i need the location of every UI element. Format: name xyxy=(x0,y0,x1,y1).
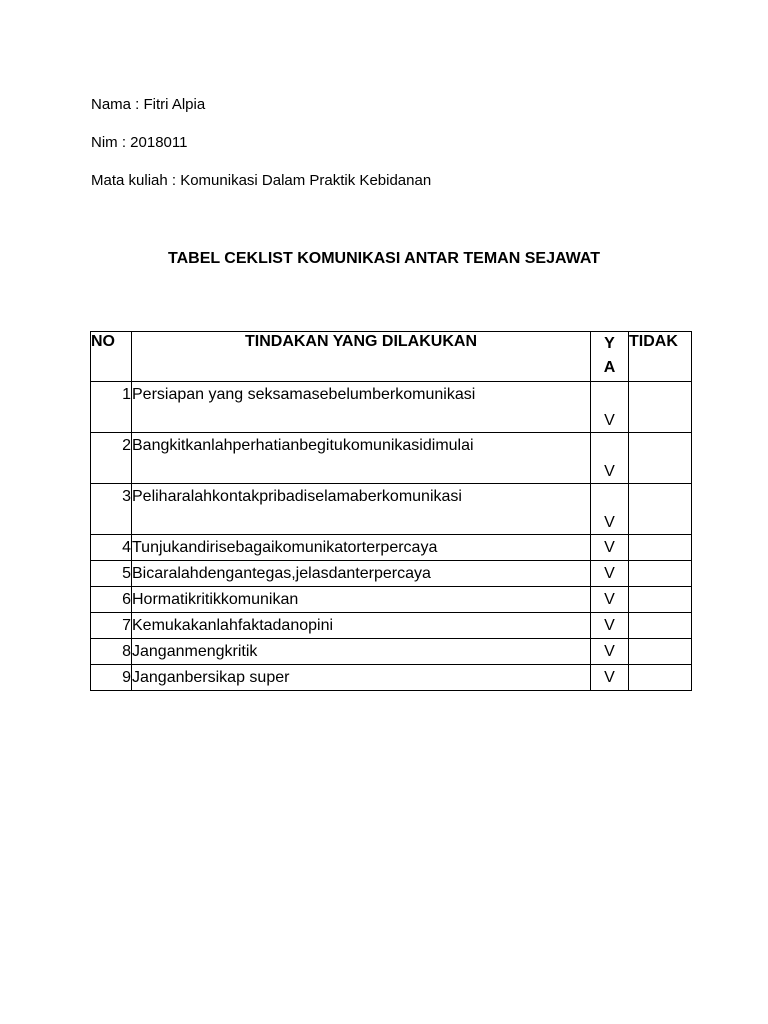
ya-checkmark: V xyxy=(591,561,629,587)
ya-checkmark: V xyxy=(591,535,629,561)
ya-checkmark: V xyxy=(591,639,629,665)
ya-checkmark: V xyxy=(591,613,629,639)
tidak-cell xyxy=(629,613,692,639)
row-number: 1 xyxy=(91,382,132,433)
row-number: 7 xyxy=(91,613,132,639)
student-name: Nama : Fitri Alpia xyxy=(91,96,206,113)
tidak-cell xyxy=(629,561,692,587)
tidak-cell xyxy=(629,639,692,665)
course-name: Mata kuliah : Komunikasi Dalam Praktik Kebidanan xyxy=(91,172,432,189)
document-title: TABEL CEKLIST KOMUNIKASI ANTAR TEMAN SEJAWAT xyxy=(168,250,600,267)
column-header-ya xyxy=(591,332,629,382)
table-row xyxy=(91,484,692,535)
ya-header-part: A xyxy=(603,359,616,376)
table-row xyxy=(91,382,692,433)
ya-checkmark: V xyxy=(591,382,629,433)
tidak-cell xyxy=(629,665,692,691)
row-number: 8 xyxy=(91,639,132,665)
row-number: 5 xyxy=(91,561,132,587)
ya-checkmark: V xyxy=(591,484,629,535)
table-row xyxy=(91,587,692,613)
ya-checkmark: V xyxy=(591,587,629,613)
row-action: Persiapan yang seksamasebelumberkomunikasi xyxy=(132,382,591,433)
tidak-cell xyxy=(629,484,692,535)
table-row xyxy=(91,665,692,691)
row-action: Tunjukandirisebagaikomunikatorterpercaya xyxy=(132,535,591,561)
row-action: Janganbersikap super xyxy=(132,665,591,691)
column-header-action: TINDAKAN YANG DILAKUKAN xyxy=(132,332,591,382)
tidak-cell xyxy=(629,535,692,561)
table-row xyxy=(91,535,692,561)
column-header-no: NO xyxy=(91,332,132,382)
row-action: Bicaralahdengantegas,jelasdanterpercaya xyxy=(132,561,591,587)
row-action: Bangkitkanlahperhatianbegitukomunikasidimulai xyxy=(132,433,591,484)
row-number: 2 xyxy=(91,433,132,484)
table-header-row xyxy=(91,332,692,382)
table-row xyxy=(91,561,692,587)
row-number: 3 xyxy=(91,484,132,535)
row-action: Peliharalahkontakpribadiselamaberkomunikasi xyxy=(132,484,591,535)
row-action: Kemukakanlahfaktadanopini xyxy=(132,613,591,639)
row-number: 9 xyxy=(91,665,132,691)
ya-checkmark: V xyxy=(591,665,629,691)
column-header-tidak: TIDAK xyxy=(629,332,692,382)
student-nim: Nim : 2018011 xyxy=(91,134,188,151)
tidak-cell xyxy=(629,382,692,433)
table-row xyxy=(91,433,692,484)
checklist-table xyxy=(90,331,692,691)
row-action: Hormatikritikkomunikan xyxy=(132,587,591,613)
table-row xyxy=(91,613,692,639)
ya-header-part: Y xyxy=(604,335,615,352)
ya-checkmark: V xyxy=(591,433,629,484)
tidak-cell xyxy=(629,433,692,484)
table-row xyxy=(91,639,692,665)
row-number: 6 xyxy=(91,587,132,613)
row-action: Janganmengkritik xyxy=(132,639,591,665)
tidak-cell xyxy=(629,587,692,613)
row-number: 4 xyxy=(91,535,132,561)
